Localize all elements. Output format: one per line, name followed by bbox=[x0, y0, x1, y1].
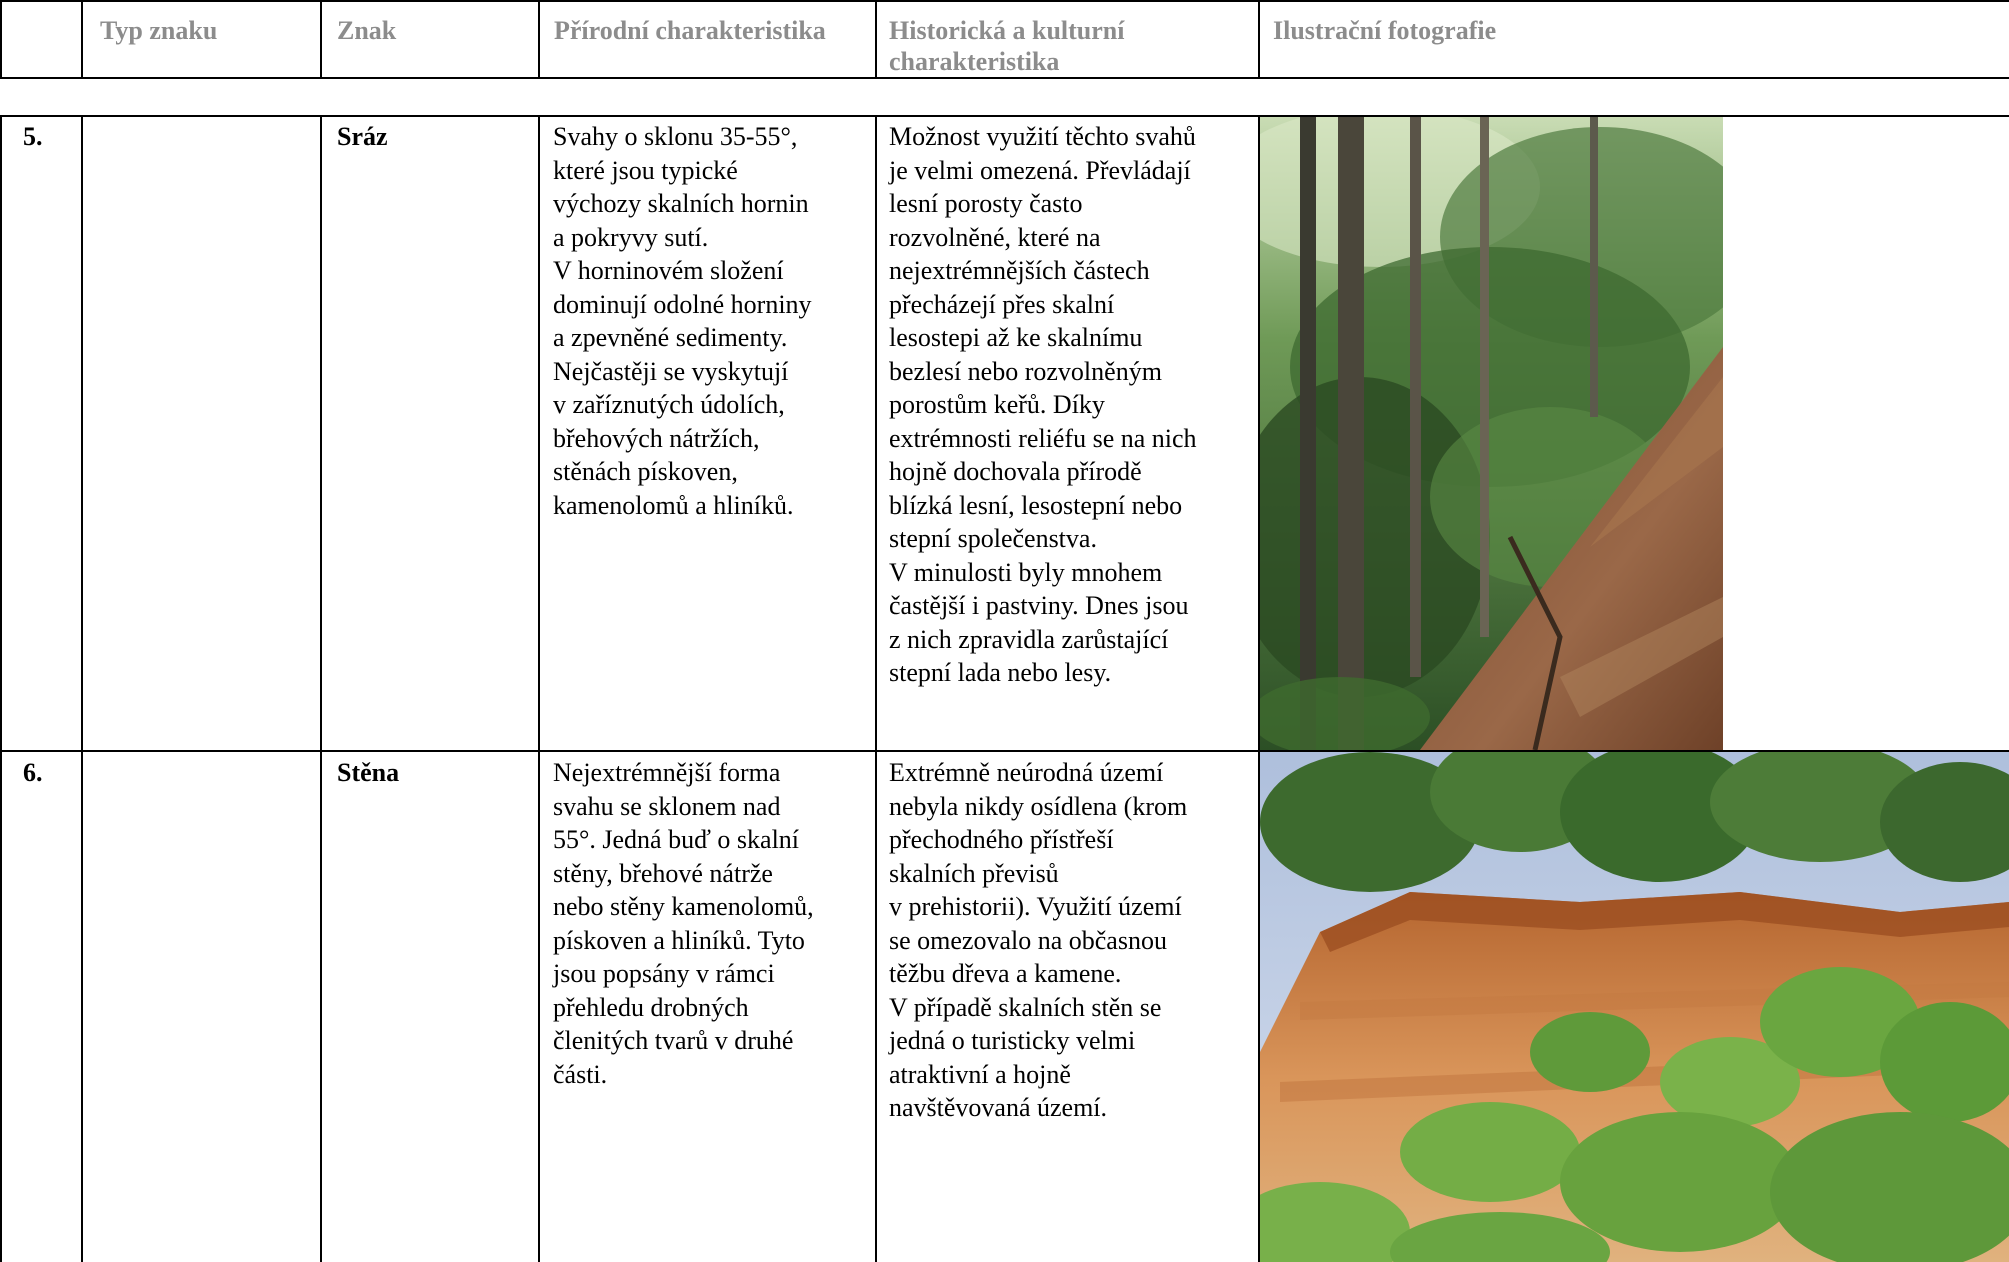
body-border bbox=[875, 115, 877, 1262]
row-prirodni-text: Svahy o sklonu 35-55°, které jsou typické výchozy skalních hornin a pokryvy sutí. V horninovém složení dominují odolné horniny a zpevněné sedimenty. Nejčastěji se vyskytují v zaříznutých údolích, břehových nátržích, stěnách pískoven, kamenolomů a hliníků. bbox=[553, 122, 812, 520]
header-bottom-border bbox=[0, 77, 2009, 79]
row-znak: Stěna bbox=[337, 758, 400, 787]
header-border bbox=[320, 0, 322, 79]
row-prirodni-text: Nejextrémnější forma svahu se sklonem nad 55°. Jedná buď o skalní stěny, břehové nátrže nebo stěny kamenolomů, pískoven a hliníků. Tyto jsou popsány v rámci přehledu drobných členitých tvarů v druhé části. bbox=[553, 758, 814, 1089]
body-border bbox=[81, 115, 83, 1262]
header-typ-znaku: Typ znaku bbox=[100, 16, 218, 45]
body-border bbox=[320, 115, 322, 1262]
header-border bbox=[875, 0, 877, 79]
header-ilustracni-fotografie: Ilustrační fotografie bbox=[1273, 16, 1497, 45]
header-border bbox=[538, 0, 540, 79]
header-top-border bbox=[0, 0, 2009, 2]
body-border bbox=[0, 115, 2, 1262]
row-historicka-text: Extrémně neúrodná území nebyla nikdy osídlena (krom přechodného přístřeší skalních převisů v prehistorii). Využití území se omezovalo na občasnou těžbu dřeva a kamene. V případě skalních stěn se jedná o turisticky velmi atraktivní a hojně navštěvovaná území. bbox=[889, 758, 1188, 1122]
header-znak: Znak bbox=[337, 16, 397, 45]
eroded-cliff-photo bbox=[1260, 752, 2009, 1262]
header-border bbox=[81, 0, 83, 79]
body-border bbox=[538, 115, 540, 1262]
header-border bbox=[1258, 0, 1260, 79]
row-znak: Sráz bbox=[337, 122, 388, 151]
header-border bbox=[0, 0, 2, 79]
header-historicka-charakteristika: Historická a kulturní charakteristika bbox=[889, 16, 1125, 76]
header-prirodni-charakteristika: Přírodní charakteristika bbox=[554, 16, 826, 45]
row-historicka-text: Možnost využití těchto svahů je velmi omezená. Převládají lesní porosty často rozvolněné, které na nejextrémnějších částech přecházejí přes skalní lesostepi až ke skalnímu bezlesí nebo rozvolněným porostům keřů. Díky extrémnosti reliéfu se na nich hojně dochovala přírodě blízká lesní, lesostepní nebo stepní společenstva. V minulosti byly mnohem častější i pastviny. Dnes jsou z nich zpravidla zarůstající stepní lada nebo lesy. bbox=[889, 122, 1197, 687]
row-number: 5. bbox=[23, 122, 43, 151]
forest-slope-photo bbox=[1260, 117, 1723, 750]
row-number: 6. bbox=[23, 758, 43, 787]
